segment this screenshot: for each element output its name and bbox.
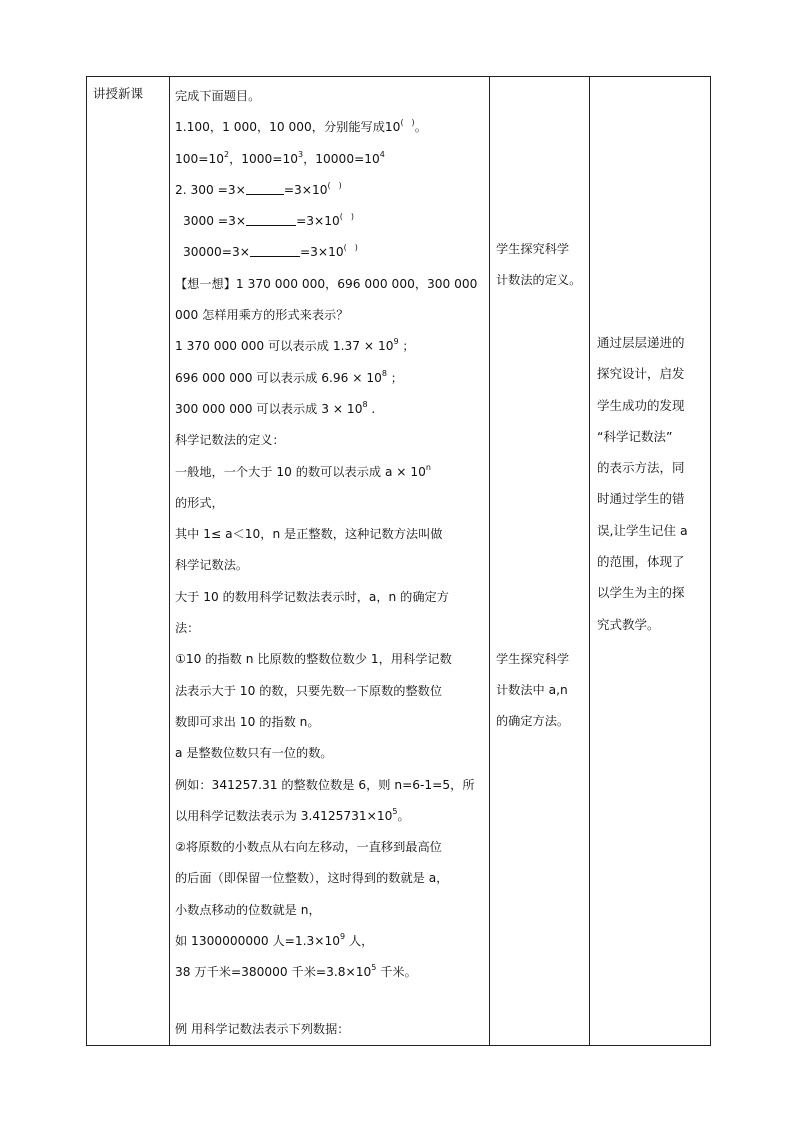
content-line: 法：	[175, 621, 200, 636]
teaching-content	[170, 77, 489, 1045]
content-line: ②将原数的小数点从右向左移动，一直移到最高位	[175, 840, 442, 855]
intent-line: “科学记数法”	[597, 428, 673, 444]
lesson-plan-table	[86, 76, 711, 1046]
content-line: $100=10^2$，$1000=10^3$，$10000=10^4$	[175, 149, 385, 166]
answer-blank	[250, 245, 300, 257]
activity-line: 学生探究科学	[496, 651, 570, 666]
content-line: 小数点移动的位数就是 n，	[175, 902, 321, 917]
content-line: 一般地，一个大于 10 的数可以表示成 $a \times 10^n$	[175, 462, 431, 479]
content-line: 例如：341257.31 的整数位数是 6，则 n=6-1=5，所	[175, 777, 475, 792]
content-line: 科学记数法。	[175, 558, 249, 573]
intent-line: 通过层层递进的	[597, 335, 685, 350]
content-line: 【想一想】1 370 000 000，696 000 000，300 000	[175, 276, 478, 291]
content-line: 法表示大于 10 的数，只要先数一下原数的整数位	[175, 683, 443, 698]
answer-blank	[246, 183, 284, 195]
intent-line: 学生成功的发现	[597, 397, 685, 413]
intent-line: 时通过学生的错	[597, 491, 685, 507]
content-line: 38 万千米=380000 千米$=3.8\times 10^5$ 千米。	[175, 963, 417, 980]
activity-line: 的确定方法。	[496, 714, 570, 729]
activity-line: 学生探究科学	[496, 242, 570, 256]
content-line: 的形式，	[175, 495, 224, 510]
content-line: 大于 10 的数用科学记数法表示时，a，n 的确定方	[175, 589, 449, 604]
teaching-content-cell	[170, 77, 490, 1046]
design-intent-cell	[590, 77, 711, 1046]
fill-blank-line: 30000=3× =3×10( )	[183, 243, 358, 260]
content-line: 例 用科学记数法表示下列数据：	[175, 1021, 350, 1036]
intent-line: 以学生为主的探	[597, 585, 685, 601]
answer-blank	[246, 214, 296, 226]
content-line: 数即可求出 10 的指数 n。	[175, 714, 320, 729]
intent-line: 的范围，体现了	[597, 554, 685, 570]
intent-line: 误,让学生记住 a	[597, 522, 688, 538]
content-line: a 是整数位数只有一位的数。	[175, 746, 333, 761]
content-line: 696 000 000 可以表示成 $6.96 \times 10^8$ ；	[175, 368, 403, 385]
table-row	[87, 77, 711, 1046]
content-line: 其中 1≤ a＜10，n 是正整数，这种记数方法叫做	[175, 527, 443, 542]
fill-blank-line: 2. 300 =3× =3×10( )	[175, 180, 342, 197]
activity-line: 计数法的定义。	[496, 273, 582, 288]
content-line: 1.100，1 000，10 000，分别能写成10( )。	[175, 118, 427, 135]
content-line: 1 370 000 000 可以表示成 $1.37 \times 10^9$ ；	[175, 337, 415, 354]
fill-blank-line: 3000 =3× =3×10( )	[183, 212, 355, 229]
student-activity	[490, 77, 589, 737]
intent-line: 探究设计，启发	[597, 366, 685, 382]
content-line: 以用科学记数法表示为 $3.4125731\times 10^5$。	[175, 806, 410, 823]
intent-line: 究式教学。	[597, 616, 660, 632]
activity-line: 计数法中 a,n	[496, 682, 568, 697]
content-line: ①10 的指数 n 比原数的整数位数少 1，用科学记数	[175, 652, 452, 667]
design-intent	[590, 77, 710, 640]
content-line: 完成下面题目。	[175, 89, 261, 103]
student-activity-cell	[490, 77, 590, 1046]
intent-line: 的表示方法，同	[597, 460, 685, 476]
content-line: 科学记数法的定义：	[175, 433, 285, 448]
section-label-cell	[87, 77, 170, 1046]
content-line: 如 1300000000 人$=1.3\times 10^9$ 人，	[175, 932, 374, 949]
content-line: 300 000 000 可以表示成 $3 \times 10^8$ .	[175, 399, 376, 416]
section-label: 讲授新课	[93, 86, 144, 101]
content-line: 的后面（即保留一位整数），这时得到的数就是 a，	[175, 871, 449, 886]
content-line: 000 怎样用乘方的形式来表示？	[175, 308, 349, 323]
